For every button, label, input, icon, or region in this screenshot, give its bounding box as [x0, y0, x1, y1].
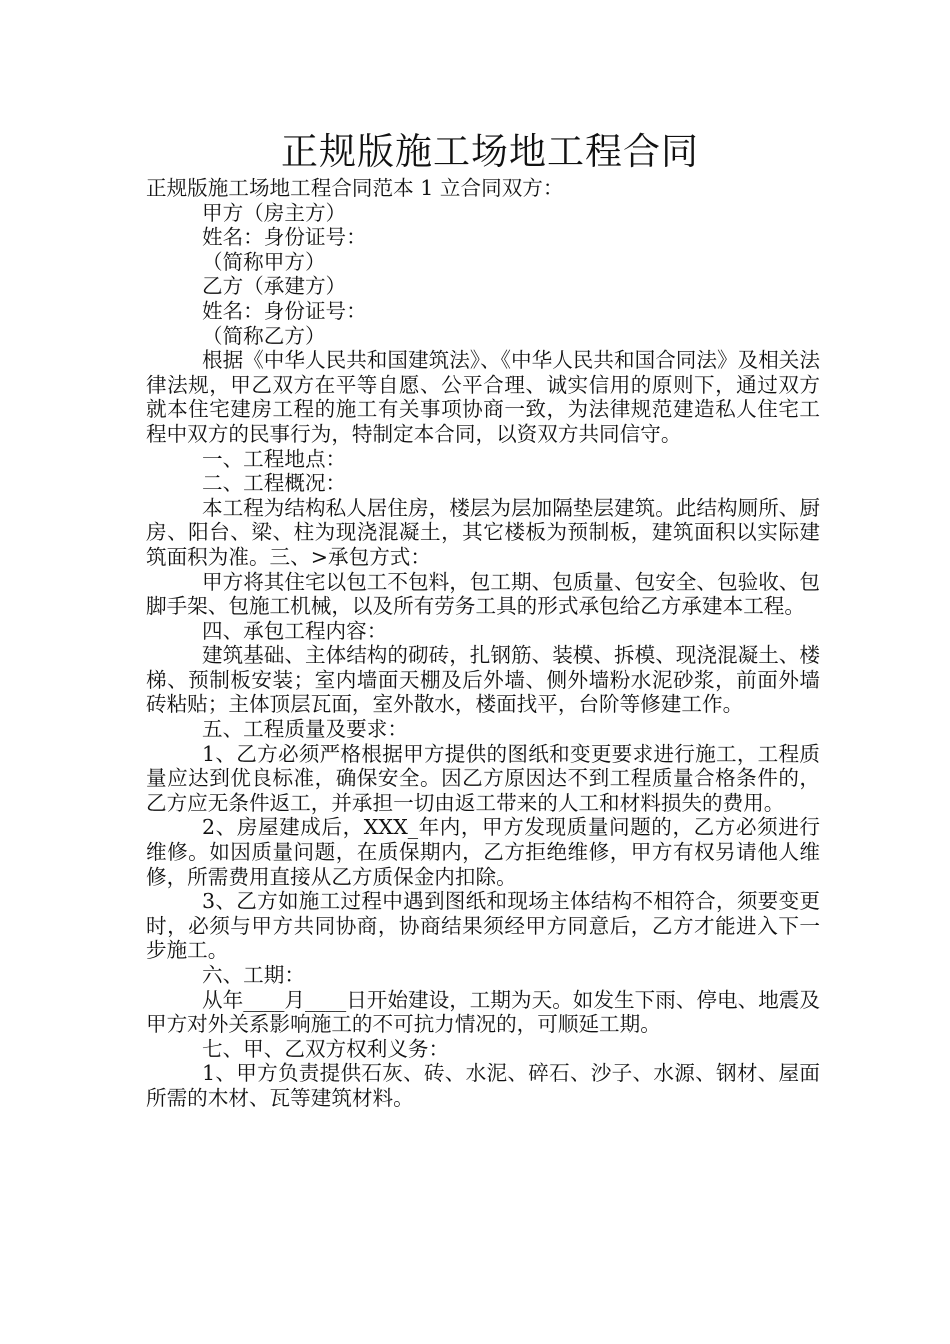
- heading-rights: 七、甲、乙双方权利义务：: [202, 1036, 450, 1061]
- paragraph-party-a-id: 姓名：身份证号：: [202, 225, 367, 250]
- paragraph-overview: 本工程为结构私人居住房，楼层为层加隔垫层建筑。此结构厕所、厨房、阳台、梁、柱为现浇混凝土，其它楼板为预制板，建筑面积以实际建筑面积为准。三、>承包方式：: [146, 495, 820, 569]
- heading-quality: 五、工程质量及要求：: [202, 717, 408, 742]
- heading-location: 一、工程地点：: [202, 446, 347, 471]
- paragraph-intro: 正规版施工场地工程合同范本 1 立合同双方：: [146, 176, 564, 200]
- paragraph-quality-1: 1、乙方必须严格根据甲方提供的图纸和变更要求进行施工，工程质量应达到优良标准，确保安全。因乙方原因达不到工程质量合格条件的，乙方应无条件返工，并承担一切由返工带来的人工和材料损失的费用。: [146, 741, 820, 815]
- paragraph-quality-3: 3、乙方如施工过程中遇到图纸和现场主体结构不相符合，须要变更时，必须与甲方共同协商，协商结果须经甲方同意后，乙方才能进入下一步施工。: [146, 889, 820, 963]
- heading-overview: 二、工程概况：: [202, 471, 347, 496]
- paragraph-quality-2: 2、房屋建成后，XXX_年内，甲方发现质量问题的，乙方必须进行维修。如因质量问题，在质保期内，乙方拒绝维修，甲方有权另请他人维修，所需费用直接从乙方质保金内扣除。: [146, 815, 820, 889]
- paragraph-party-a-short: （简称甲方）: [202, 249, 326, 274]
- paragraph-legal-basis: 根据《中华人民共和国建筑法》、《中华人民共和国合同法》及相关法律法规，甲乙双方在平等自愿、公平合理、诚实信用的原则下，通过双方就本住宅建房工程的施工有关事项协商一致，为法律规范建造私人住宅工程中双方的民事行为，特制定本合同，以资双方共同信守。: [146, 348, 820, 446]
- paragraph-scope: 建筑基础、主体结构的砌砖，扎钢筋、装模、拆模、现浇混凝土、楼梯、预制板安装；室内墙面天棚及后外墙、侧外墙粉水泥砂浆，前面外墙砖粘贴；主体顶层瓦面，室外散水，楼面找平，台阶等修建工作。: [146, 643, 820, 717]
- paragraph-party-b-short: （简称乙方）: [202, 323, 326, 348]
- paragraph-rights-1: 1、甲方负责提供石灰、砖、水泥、碎石、沙子、水源、钢材、屋面所需的木材、瓦等建筑材料。: [146, 1061, 820, 1110]
- paragraph-party-b-id: 姓名：身份证号：: [202, 298, 367, 323]
- document-body: [146, 176, 820, 1111]
- paragraph-party-a: 甲方（房主方）: [202, 200, 347, 225]
- paragraph-contract-method: 甲方将其住宅以包工不包料，包工期、包质量、包安全、包验收、包脚手架、包施工机械，以及所有劳务工具的形式承包给乙方承建本工程。: [146, 569, 820, 619]
- heading-schedule: 六、工期：: [202, 963, 305, 987]
- paragraph-party-b: 乙方（承建方）: [202, 274, 347, 299]
- document-page: [146, 128, 820, 1111]
- heading-scope: 四、承包工程内容：: [202, 618, 388, 643]
- document-title: 正规版施工场地工程合同: [281, 130, 699, 173]
- paragraph-schedule: 从年____月____日开始建设，工期为天。如发生下雨、停电、地震及甲方对外关系影响施工的不可抗力情况的，可顺延工期。: [146, 987, 820, 1037]
